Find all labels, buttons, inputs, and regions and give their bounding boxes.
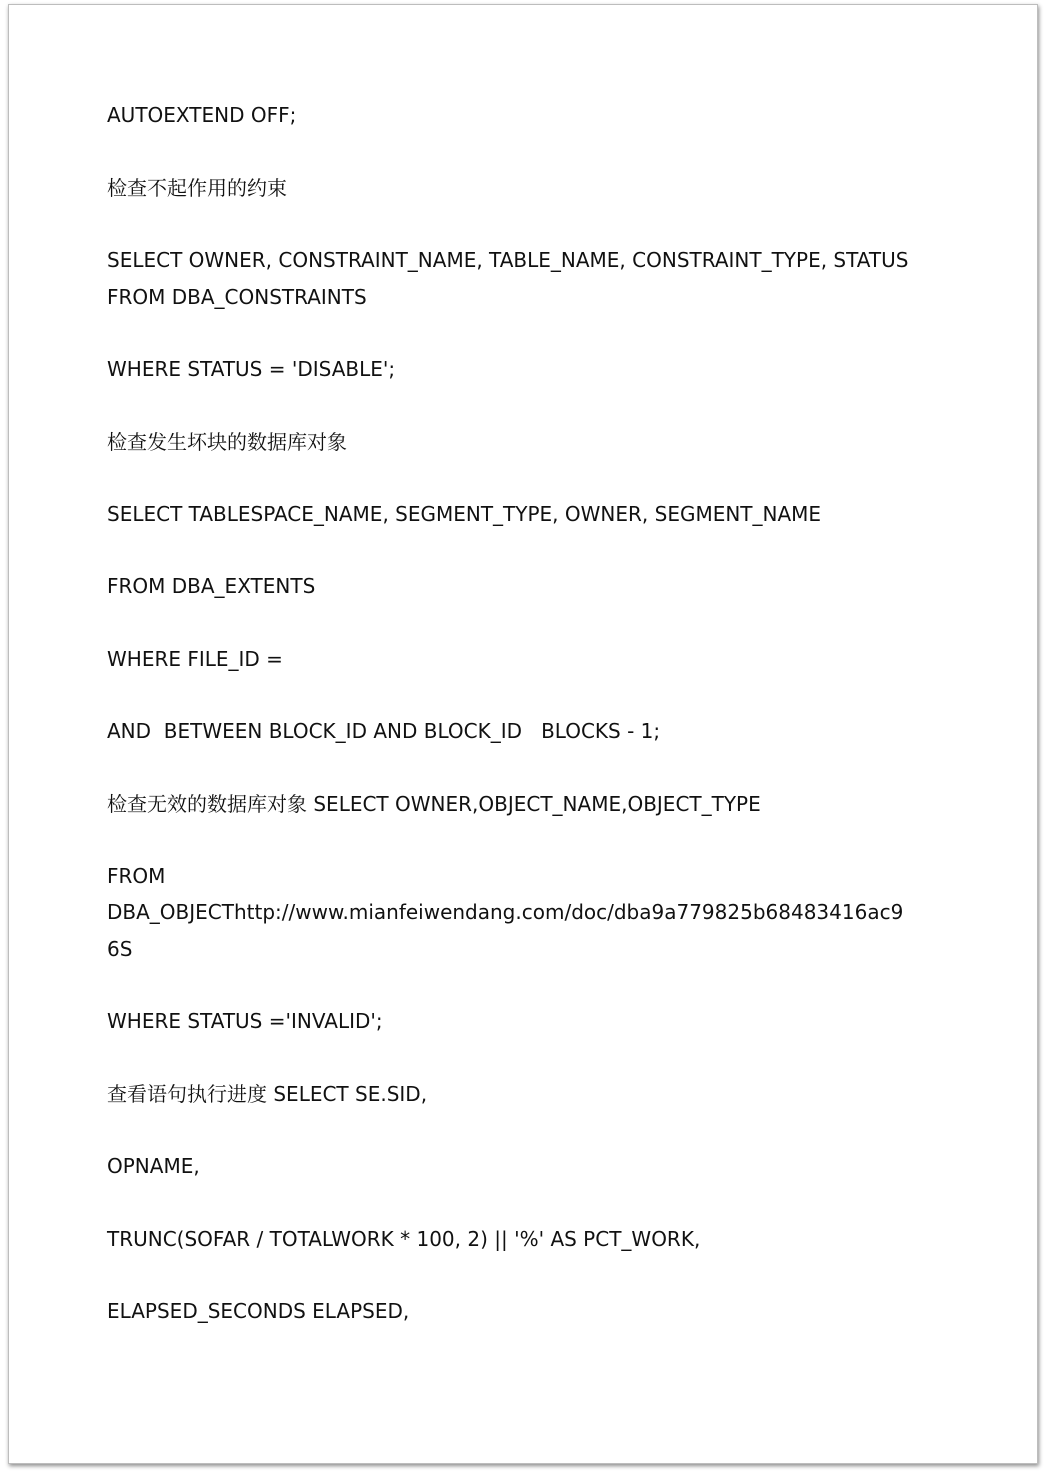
text-line: FROM DBA_EXTENTS <box>107 574 316 598</box>
text-line: 查看语句执行进度 SELECT SE.SID, <box>107 1082 428 1106</box>
text-line: SELECT TABLESPACE_NAME, SEGMENT_TYPE, OWNER, SEGMENT_NAME <box>107 502 822 526</box>
text-line: 6S <box>107 937 133 961</box>
text-line: TRUNC(SOFAR / TOTALWORK * 100, 2) || '%' AS PCT_WORK, <box>107 1227 701 1251</box>
text-line: DBA_OBJECThttp://www.mianfeiwendang.com/doc/dba9a779825b68483416ac9 <box>107 900 904 924</box>
text-line: AND BETWEEN BLOCK_ID AND BLOCK_ID BLOCKS - 1; <box>107 719 661 743</box>
text-line: SELECT OWNER, CONSTRAINT_NAME, TABLE_NAME, CONSTRAINT_TYPE, STATUS <box>107 248 909 272</box>
text-line: FROM DBA_CONSTRAINTS <box>107 285 367 309</box>
text-line: WHERE FILE_ID = <box>107 647 283 671</box>
text-line: 检查发生坏块的数据库对象 <box>107 430 347 454</box>
text-line: OPNAME, <box>107 1154 200 1178</box>
text-line: 检查不起作用的约束 <box>107 176 287 200</box>
text-line: AUTOEXTEND OFF; <box>107 103 297 127</box>
text-line: FROM <box>107 864 166 888</box>
document-page <box>8 4 1038 1464</box>
text-line: 检查无效的数据库对象 SELECT OWNER,OBJECT_NAME,OBJECT_TYPE <box>107 792 761 816</box>
text-line: WHERE STATUS = 'DISABLE'; <box>107 357 396 381</box>
text-line: ELAPSED_SECONDS ELAPSED, <box>107 1299 410 1323</box>
text-line: WHERE STATUS ='INVALID'; <box>107 1009 383 1033</box>
